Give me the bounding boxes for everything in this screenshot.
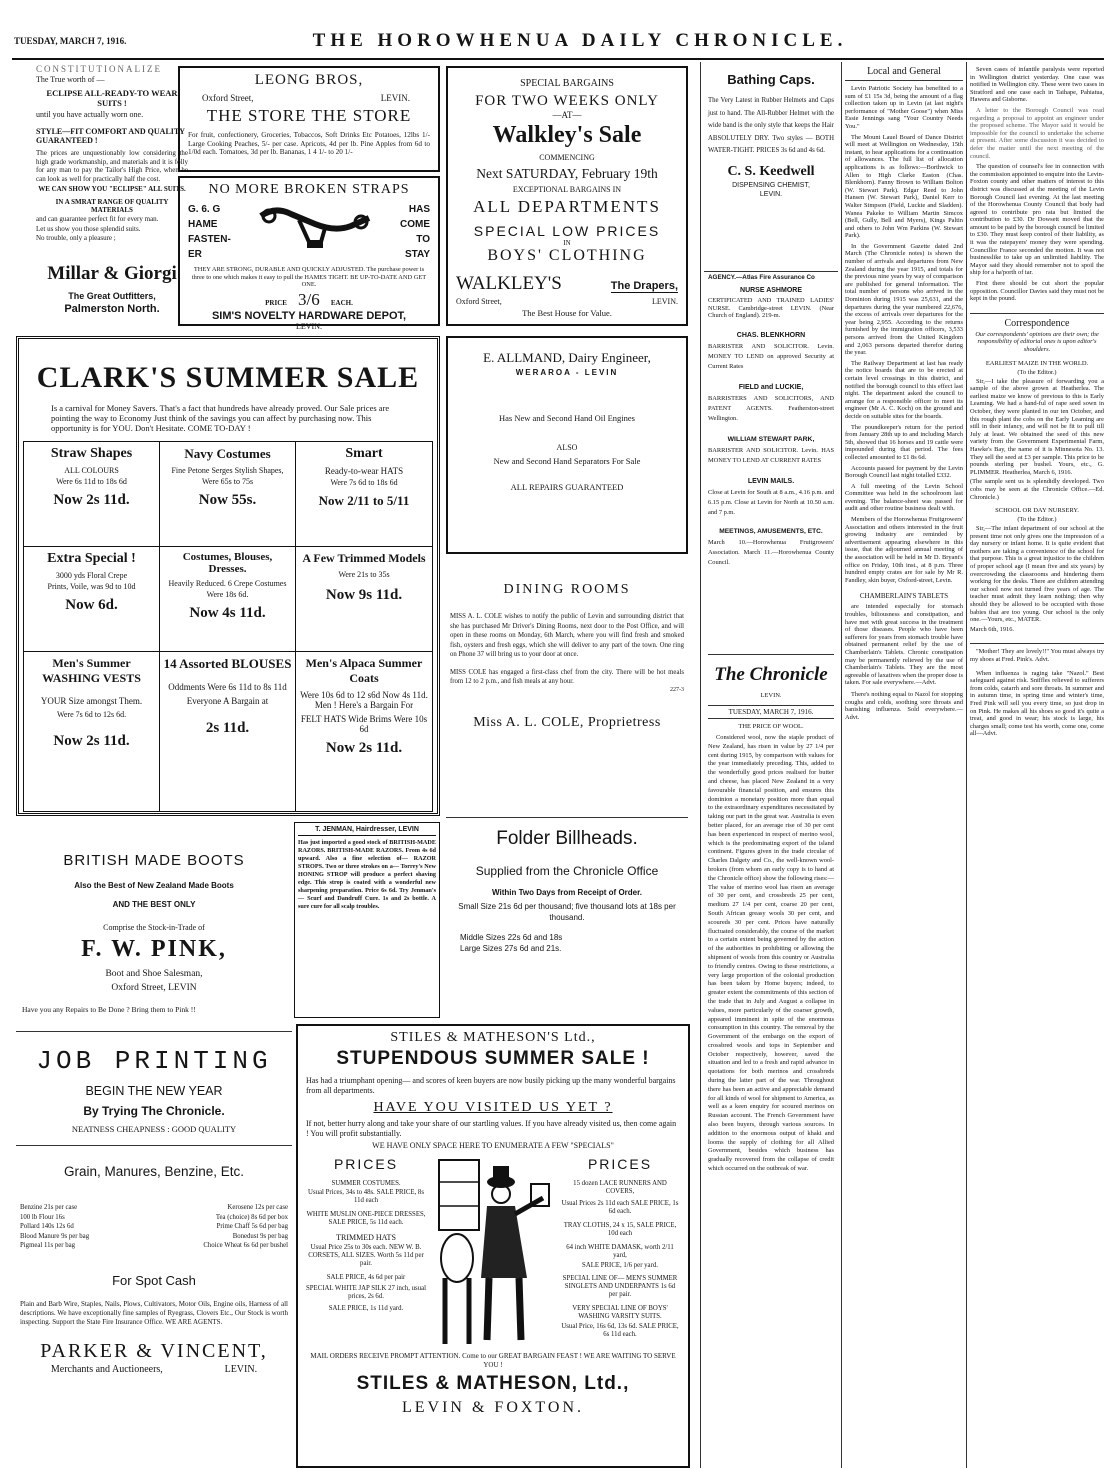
dining-proprietress: Miss A. L. COLE, Proprietress [473, 714, 661, 730]
boots-title: BRITISH MADE BOOTS [63, 852, 245, 869]
straps-price-row [188, 290, 430, 310]
leong-bros-ad [178, 66, 440, 172]
grain-cell: Prime Chaff 5s 6d per bag [216, 1223, 288, 1230]
clark-cell-line: Were 21s to 35s [338, 570, 390, 579]
col6-p4: First there should be cut short the popular opposition. Councillor Davies said they must not be kept in the pound. [970, 280, 1104, 303]
straps-price: 3/6 [298, 289, 320, 309]
clark-cell-line: Fine Petone Serges Stylish Shapes, [171, 466, 284, 475]
jenman-ad [294, 822, 440, 1018]
clark-cell-line: Prints, Voile, was 9d to 10d [47, 582, 136, 591]
straps-right1: HAS [408, 204, 430, 215]
directory-agency: AGENCY.—Atlas Fire Assurance Co [708, 274, 815, 281]
stiles-left-item: SALE PRICE, 1s 11d yard. [328, 1305, 404, 1312]
job-title: JOB PRINTING [36, 1046, 272, 1076]
eclipse-title: ECLIPSE ALL-READY-TO WEAR SUITS ! [46, 88, 178, 108]
local-title: Local and General [845, 66, 963, 81]
clark-cell-line: YOUR Size amongst Them. [40, 696, 143, 706]
clark-cell-extra [24, 547, 160, 652]
stiles-intro: Has had a triumphant opening— and scores of keen buyers are now busily picking up the many wonderful bargains from all departments. [306, 1076, 676, 1095]
chronicle-town: LEVIN. [760, 692, 782, 699]
grain-sub1: Merchants and Auctioneers, [50, 1363, 163, 1375]
clark-cell-line: Were 7s 6d to 18s 6d [330, 478, 398, 487]
clark-cell-trimmed [296, 547, 432, 652]
walkley-exceptional: EXCEPTIONAL BARGAINS IN [512, 185, 622, 194]
leong-body: For fruit, confectionery, Groceries, Tobaccos, Soft Drinks Etc Potatoes, 12lbs 1/- Large Cooking Peaches, 5/- per case. Apricots, 4d per lb. Pine Apples from 6d to 1/0d each. Tomatoes, 3d per lb. Bananas, 1 4 1/- to 20 1/- [188, 131, 430, 156]
clark-cell-vests [24, 652, 160, 812]
walkley-boys: BOYS' CLOTHING [487, 247, 647, 264]
straps-left3: FASTEN- [188, 234, 231, 245]
column-six [970, 66, 1104, 1466]
clark-intro: Is a carnival for Money Savers. That's a fact that hundreds have already proved. Our Sale prices are pointing the way to Economy Just think of the savings you can affect by purchasing now. This opportunity is for YOU. Don't Hesitate. COME TO-DAY ! [51, 403, 390, 433]
stiles-left-col [306, 1156, 426, 1348]
boots-role: Boot and Shoe Salesman, [105, 969, 203, 979]
boots-line3: Comprise the Stock-in-Trade of [103, 923, 205, 932]
allmand-also: ALSO [556, 443, 578, 452]
folder-title: Folder Billheads. [496, 828, 638, 849]
directory-body: Close at Levin for South at 8 a.m., 4.16 p.m. and 6.15 p.m. Close at Levin for North at 10.50 a.m. and 7 p.m. [708, 488, 834, 516]
straps-body: THEY ARE STRONG, DURABLE AND QUICKLY ADJUSTED. The purchase power is three to one which makes it easy to pull the HAMES TIGHT. BE UP-TO-DATE AND GET ONE. [191, 266, 427, 289]
eclipse-line1: The True worth of — [36, 75, 105, 84]
clark-cell-price: Now 6d. [65, 597, 118, 613]
local-p4: The Railway Department at last has ready the notice boards that are to be erected at certain level crossings in this district, and notified the borough council to this effect last night. The department asked the council to arrange for a responsible officer to meet its engineer (Mr A. C. Koch) on the ground and decide on suitable sites for the boards. [845, 359, 963, 420]
chronicle-date: TUESDAY, MARCH 7, 1916. [708, 705, 834, 719]
directory-heading: MEETINGS, AMUSEMENTS, ETC. [719, 527, 823, 535]
straps-right-text [400, 202, 430, 262]
job-line3: NEATNESS CHEAPNESS : GOOD QUALITY [71, 1124, 237, 1134]
folder-line4: Large Sizes 27s 6d and 21s. [460, 944, 562, 953]
straps-shop: SIM'S NOVELTY HARDWARE DEPOT, [211, 309, 407, 322]
stiles-left-item: TRIMMED HATS [336, 1233, 396, 1242]
straps-title: NO MORE BROKEN STRAPS [208, 182, 410, 197]
firm-millar-giorgi: Millar & Giorgi [47, 262, 177, 284]
hame-fastener-illustration [255, 202, 375, 262]
chronicle-body: Considered wool, now the staple product of New Zealand, has risen in value by 27 1/4 per cent during 1915, by comparison with values for the year immediately preceding. This, added to the wonderfully good prices realised for butter and cheese, has placed New Zealand in a very favourable financial position, and ensures this dominion a monetary position more than equal to the extraordinary expenditures necessitated by taking our part in the great war. Australia is even better placed, for an average rise of 30 per cent has been experienced in respect of merino wool, which is the predominating export of the island continent. Figures given in the trade circular of Charles Dalgety and Co., the well-known wool-brokers (from whom an early copy is to hand at the Chronicle office) show the following rises:— The value of merino wool has risen an average of 30 per cent, and crossbreds 25 per cent, medium 27 1/4 per cent, coarse 20 per cent, South African greasy wools 30 per cent, and scoureds 30 per cent. Prices have naturally fluctuated considerably, the course of the market to a certain extent being governed by the action of the authorities in prohibiting or allowing the shipment of wools from this country or Australia to friendly centres. Owing to these restrictions, a very large proportion of the colonial production has been taken by Home buyers; indeed, to greater extent the commitments of this section of the trade that in July and August a collapse in values, more particularly of the coarser growth, appeared imminent in spite of the enormous consumption in this country. The removal by the Government of the embargo on the export of crossbred wools and tops in September and October respectively, however, saved the situation and led to a fresh and rapid advance in quotations for both merinos and crossbreds during the latter part of the war. Throughout there has been an active and appreciable demand for all kinds of wool for shipment to America, as well as a keen enquiry for scoured merinos on Russian account. The French Government have also been buyers, through various sources. In addition to the enormous output of khaki and looms the supply of clothing for all Allied Government, besides which business has gradually recovered from the collapse of credit which occurred on the outbreak of war. [708, 734, 834, 1173]
boots-name: F. W. PINK, [81, 936, 227, 962]
col6-p2: A letter to the Borough Council was read regarding a proposal to appoint an engineer under the proposed scheme. The Mayor said it would be impossible for the council to undertake the scheme at present. After some discussion it was decided to defer the matter until the next meeting of the council. [970, 106, 1104, 160]
straps-left4: ER [188, 249, 202, 260]
grain-row [20, 1222, 288, 1232]
stiles-right-item: TRAY CLOTHS, 24 x 15, SALE PRICE, 10d each [563, 1222, 677, 1237]
local-p5: The poundkeeper's return for the period from January 28th up to and including March 5th, showed that 16 horses and 19 cattle were impounded during that period. The fees collected amounted to £1 8s 6d. [845, 423, 963, 461]
folder-line3: Middle Sizes 22s 6d and 18s [460, 933, 563, 942]
clark-cell-title: Navy Costumes [184, 446, 271, 461]
jenman-title: T. JENMAN, Hairdresser, LEVIN [298, 826, 436, 836]
directory-body: BARRISTER AND SOLICITOR. Levin. HAS MONEY TO LEND AT CURRENT RATES [708, 446, 834, 464]
firm-subtitle: The Great Outfitters, [68, 290, 156, 301]
grain-title: Grain, Manures, Benzine, Etc. [63, 1164, 245, 1179]
bathing-caps-ad [704, 66, 838, 272]
clark-cell-price: Now 4s 11d. [189, 605, 266, 621]
grain-row [20, 1203, 288, 1213]
stiles-right-item: Usual Prices 2s 11d each SALE PRICE, 1s 6d each. [561, 1200, 679, 1215]
leong-street: Oxford Street, [202, 93, 254, 103]
leong-slogan: THE STORE THE STORE [206, 106, 412, 125]
stiles-sale: STUPENDOUS SUMMER SALE ! [336, 1048, 650, 1069]
clark-cell-price: Now 55s. [198, 492, 257, 508]
stiles-line3: WE HAVE ONLY SPACE HERE TO ENUMERATE A FEW "SPECIALS" [372, 1141, 614, 1150]
clark-cell-line: 3000 yds Floral Crepe [55, 571, 128, 580]
dining-code: 227-3 [670, 686, 684, 693]
directory-body: BARRISTER AND SOLICITOR. Levin. MONEY TO LEND on approved Security at Current Rates [708, 342, 834, 370]
straps-right2: COME [400, 219, 430, 230]
straps-right3: TO [416, 234, 430, 245]
letter2-body: Sir,—The infant department of our school at the present time not only gives one the impression of a day nursery or infant home. It is quite evident that mothers are taking a convenience of the school for that purpose. This is a great injustice to the children of proper school age (I mean five and six years) by overcrowding the classrooms and hindering them working for the desks. There are children attending our school now not turned five years of age. The teacher must admit they learn nothing; then why should they be allowed to be occupied with those babies that are too young. Our school is the only one.—Yours, etc., MATER. [970, 525, 1104, 624]
leong-town: LEVIN. [380, 93, 410, 103]
straps-right4: STAY [404, 249, 430, 260]
directory-heading: WILLIAM STEWART PARK, [727, 435, 815, 443]
clark-cell-line: Were 7s 6d to 12s 6d. [56, 710, 127, 719]
bathing-title: Bathing Caps. [727, 72, 815, 87]
dining-body2: MISS COLE has engaged a first-class chef from the city. There will be hot meals from 12 to 2 p.m., and fish meals at any hour. [450, 668, 684, 685]
stiles-right-item: SALE PRICE, 1/6 per yard. [582, 1262, 658, 1269]
stiles-left-item: SPECIAL WHITE JAP SILK 27 inch, usual prices, 2s 6d. [306, 1285, 427, 1300]
stiles-right-col [560, 1156, 680, 1348]
letter2-to-editor: (To the Editor.) [1017, 516, 1057, 524]
allmand-place: WERAROA - LEVIN [515, 368, 619, 377]
eclipse-until: until you have actually worn one. [36, 110, 144, 119]
stiles-towns: LEVIN & FOXTON. [401, 1399, 585, 1416]
clark-cell-price: 2s 11d. [205, 720, 250, 736]
grain-cell: Benzine 21s per case [20, 1204, 78, 1211]
column-rule [966, 62, 967, 1468]
stiles-left-item: SALE PRICE, 4s 6d per pair [326, 1274, 406, 1281]
clark-cell-title: Men's Alpaca Summer Coats [305, 656, 423, 685]
walkley-at: —AT— [552, 110, 582, 120]
clark-cell-costumes [160, 547, 296, 652]
grain-cell: Bonedust 9s per bag [232, 1232, 288, 1240]
letter2-date: March 6th, 1916. [970, 625, 1015, 633]
masthead-rule [12, 58, 1104, 60]
stiles-right-item: SPECIAL LINE OF— MEN'S SUMMER SINGLETS AND UNDERPANTS 1s 6d per pair. [562, 1275, 678, 1298]
stiles-right-item: 64 inch WHITE DAMASK, worth 2/11 yard, [566, 1244, 674, 1259]
allmand-line3: ALL REPAIRS GUARANTEED [510, 482, 624, 492]
grain-manures-ad [16, 1150, 292, 1466]
dining-rooms-ad [446, 556, 688, 818]
allmand-line2: New and Second Hand Separators For Sale [493, 456, 641, 466]
editorial-rule [708, 654, 834, 655]
clark-cell-price: Now 2s 11d. [325, 740, 403, 756]
boots-line1: Also the Best of New Zealand Made Boots [74, 881, 234, 890]
leong-name: LEONG BROS, [254, 72, 364, 88]
stiles-mail: MAIL ORDERS RECEIVE PROMPT ATTENTION. Come to our GREAT BARGAIN FEAST ! WE ARE WAITING TO SERVE YOU ! [310, 1352, 676, 1369]
stiles-visited: HAVE YOU VISITED US YET ? [373, 1100, 613, 1115]
bathing-name: C. S. Keedwell [727, 163, 815, 179]
folder-line2: Small Size 21s 6d per thousand; five thousand lots at 18s per thousand. [458, 902, 676, 922]
directory-heading: CHAS. BLENKHORN [736, 331, 806, 339]
local-p8: Members of the Horowhenua Fruitgrowers' Association and others interested in the fruit growing industry are reminded by advertisement appearing elsewhere in this issue, that the adjourned annual meeting of the association will be held in Mr D. Bryant's office on Friday, 10th inst., at 8 p.m. Three hundred empty crates are for sale by Mr R. Fandley, skin buyer, Oxford-street, Levin. [845, 516, 963, 584]
col6-p1: Seven cases of infantile paralysis were reported in Wellington district yesterday. One case was notified in Wellington city. These were two cases in Stratford and one case each in Taihape, Pahiatua, Hawera and Gisborne. [970, 66, 1104, 104]
walkley-town: LEVIN. [652, 297, 678, 306]
clark-cell-title: Costumes, Blouses, Dresses. [182, 551, 273, 575]
walkley-name: WALKLEY'S [456, 273, 562, 294]
clark-cell-line: Were 18s 6d. [206, 590, 249, 599]
grain-row [20, 1232, 288, 1242]
stiles-matheson-ad [296, 1024, 690, 1468]
directory-heading: LEVIN MAILS. [747, 477, 795, 485]
bathing-body: The Very Latest in Rubber Helmets and Caps just to hand. The All-Rubber Helmet with the wide band is the only style that keeps the Hair ABSOLUTELY DRY. Two styles — BOTH WATER-TIGHT. PRICES 3s 6d and 4s 6d. [708, 97, 834, 154]
grain-cell: Blood Manure 9s per bag [20, 1232, 90, 1240]
directory-body: CERTIFICATED AND TRAINED LADIES' NURSE. Cambridge-street LEVIN. (Near Church of England). 219-m. [708, 297, 834, 320]
local-and-general [845, 66, 963, 1466]
clark-cell-line: ALL COLOURS [64, 466, 119, 475]
clark-cell-title: Men's Summer WASHING VESTS [42, 656, 141, 685]
boots-line2: AND THE BEST ONLY [112, 900, 196, 909]
eclipse-fit: WE CAN SHOW YOU "ECLIPSE" ALL SUITS. [38, 185, 186, 193]
firm-town: Palmerston North. [64, 302, 160, 315]
local-p7: A full meeting of the Levin School Committee was held in the schoolroom last evening. The balance-sheet was passed for audit and other routine business dealt with. [845, 482, 963, 513]
bathing-role: DISPENSING CHEMIST, [732, 181, 810, 189]
masthead-date: TUESDAY, MARCH 7, 1916. [14, 36, 127, 46]
stiles-prices-left: PRICES [333, 1156, 399, 1172]
local-chamberlain: CHAMBERLAIN'S TABLETS [859, 592, 949, 601]
letter1-body: Sir,—I take the pleasure of forwarding you a sample of the above grown at Heatherlea. The earliest maize we know of previous to this is Early Leaming. We had a hand-ful of rape seed sown in October, they were planted in our ten October, and this rough plant the cobs on the Early Leaming are still in their infancy, and will not be fit to pull till July at least. We obtained the seed of this new variety from the Government Experimental Farm, Hawke's Bay, the name of it is Minnesota No. 13. They sell the seed at £3 per sample. This price to be pounds sterling per bushel. Yours, etc., G. PLIMMER. Heatherlea, March 6, 1916. [970, 377, 1104, 476]
boots-ad [16, 824, 292, 1032]
grain-cell: Tea (choice) 8s 6d per box [215, 1213, 288, 1221]
allmand-name: E. ALLMAND, Dairy Engineer, [483, 350, 651, 365]
clark-cell-title: Straw Shapes [50, 446, 133, 461]
shopper-illustration [435, 1158, 551, 1348]
masthead-title: THE HOROWHENUA DAILY CHRONICLE. [312, 30, 848, 51]
column-rule [700, 62, 701, 1468]
broken-straps-ad [178, 176, 440, 331]
clark-cell-line: Everyone A Bargain at [186, 696, 269, 706]
clark-cell-price: Now 2s 11d. [53, 492, 130, 508]
stiles-firm: STILES & MATHESON, Ltd., [356, 1373, 630, 1394]
correspondence-note: Our correspondents' opinions are their own; the responsibility of editorial ones is upon editor's shoulders. [975, 330, 1099, 353]
directory-heading: NURSE ASHMORE [740, 287, 802, 294]
eclipse-heading: CONSTITUTIONALIZE [36, 64, 162, 74]
clark-cell-alpaca [296, 652, 432, 812]
job-line2: By Trying The Chronicle. [83, 1104, 225, 1118]
eclipse-range: IN A SMRAT RANGE OF QUALITY MATERIALS [55, 198, 169, 214]
allmand-ad [446, 336, 688, 554]
walkley-date: Next SATURDAY, February 19th [476, 166, 658, 181]
stiles-left-item: SUMMER COSTUMES. [331, 1180, 401, 1187]
clark-cell-line: Were 65s to 75s [201, 477, 254, 486]
clarks-summer-sale-ad [16, 336, 440, 816]
folder-line1: Within Two Days from Receipt of Order. [491, 888, 643, 897]
directory-heading: FIELD and LUCKIE, [738, 383, 804, 391]
grain-sub2: LEVIN. [224, 1363, 258, 1375]
straps-town: LEVIN. [296, 321, 322, 331]
stiles-right-item: Usual Price, 16s 6d, 13s 6d. SALE PRICE, 6s 11d each. [561, 1323, 679, 1338]
stiles-right-item: VERY SPECIAL LINE OF BOYS' WASHING VARSITY SUITS. [572, 1305, 668, 1320]
walkley-commencing: COMMENCING [539, 153, 595, 162]
walkley-in: IN [563, 239, 571, 247]
grain-cell: Kerosene 12s per case [227, 1204, 288, 1211]
bathing-town: LEVIN. [759, 190, 783, 198]
clark-title: CLARK'S SUMMER SALE [36, 361, 420, 394]
grain-row [20, 1213, 288, 1223]
jenman-body: Has just imported a good stock of BRITISH-MADE RAZORS. BRITISH-MADE RAZORS. From 4s 6d upward. Also a fine selection of— RAZOR STROPS. Two or three strokes on a— Torrey's New HONING STROP will produce a perfect shaving edge. This strop is coated with a wonderful new sharpening preparation. Price 6s 6d. Try Jenman's— Scurf and Dandruff Cure. 1s and 2s bottle. A sure cure for all scalp troubles. [298, 839, 436, 910]
walkley-weeks: FOR TWO WEEKS ONLY [475, 93, 659, 109]
straps-left2: HAME [188, 219, 218, 230]
walkley-drapers: The Drapers, [610, 280, 678, 292]
clark-cell-line: Ready-to-wear HATS [324, 466, 404, 476]
column-rule [841, 62, 842, 1468]
folder-billheads-ad [446, 822, 688, 1022]
clark-cell-title: 14 Assorted BLOUSES [163, 656, 292, 671]
grain-cell: Pigmeal 11s per bag [20, 1242, 76, 1249]
clark-cell-price: Now 2s 11d. [53, 733, 130, 749]
walkley-sale-title: Walkley's Sale [492, 122, 642, 148]
grain-cell: Pollard 140s 12s 6d [20, 1223, 74, 1230]
eclipse-body: The prices are unquestionably low considering the high grade workmanship, and materials and it is folly for any man to pay the Tailor's High Price, when he can look as well for practically half the cost. [36, 149, 188, 183]
walkley-depts: ALL DEPARTMENTS [473, 197, 661, 216]
clark-cell-title: Smart [345, 446, 383, 461]
col6-flu: When influenza is raging take "Nazol." Best safeguard against risk. Sniffles relieved to sufferers from colds, catarrh and sore throats. In summer and in autumn time, in spring time and winter's time, Fred Pink will sell you every time, so just drop in on Pink. He makes all his shoes so good it's quite a treat, and good in wear; his stock is large, his charges small; come test his worth, come one, come all—Advt. [970, 669, 1104, 738]
local-p3: In the Government Gazette dated 2nd March (The Chronicle notes) is shown the number of arrivals and departures from New Zealand during the year 1915, and totals for the previous nine years by way of comparison are published for general information. The total number of persons who arrived in the Dominion during 1915 was 25,631, and the departures during the year numbered 22,676, the excess of arrivals over departures for the year being 2,955. According to the returns furnished by the immigration officers, 3,533 persons arrived from the United Kingdom and 2,063 persons departed therefor during the year. [845, 242, 963, 357]
clark-cell-smart [296, 442, 432, 547]
local-p6: Accounts passed for payment by the Levin Borough Council last night totalled £332. [845, 464, 963, 480]
grain-cell: 100 lb Flour 16s [20, 1213, 65, 1221]
job-line1: BEGIN THE NEW YEAR [85, 1084, 223, 1098]
grain-body: Plain and Barb Wire, Staples, Nails, Plows, Cultivators, Motor Oils, Engine oils, Harness of all descriptions. We have exceptionally fine samples of Ryegrass, Clovers Etc., Our Stock is worth inspecting. Support the State Fire Insurance Office. WE ARE AGENTS. [20, 1299, 288, 1327]
eclipse-trouble: No trouble, only a pleasure ; [36, 234, 116, 242]
directory-body: BARRISTERS AND SOLICITORS, AND PATENT AGENTS. Featherston-street Wellington. [708, 394, 834, 422]
grain-cell: Choice Wheat 6s 6d per bushel [203, 1242, 288, 1249]
job-printing-ad [16, 1034, 292, 1146]
letter2-title: SCHOOL OR DAY NURSERY. [995, 507, 1079, 515]
directory-body: March 10.—Horowhenua Fruitgrowers' Association. March 11.—Horowhenua County Council. [708, 538, 834, 566]
stiles-left-item: Usual Price 25s to 30s each. NEW W. B. CORSETS, ALL SIZES. Worth 5s 11d per pair. [308, 1244, 424, 1267]
stiles-left-item: WHITE MUSLIN ONE-PIECE DRESSES, SALE PRICE, 5s 11d each. [306, 1211, 426, 1226]
walkley-low: SPECIAL LOW PRICES [473, 223, 661, 239]
walkley-special: SPECIAL BARGAINS [520, 78, 614, 89]
chronicle-leader: THE PRICE OF WOOL. [738, 723, 804, 730]
grain-firm: PARKER & VINCENT, [40, 1339, 268, 1362]
straps-each: EACH. [330, 298, 353, 307]
directory-column [704, 274, 838, 654]
stiles-right-item: 15 dozen LACE RUNNERS AND COVERS, [573, 1180, 667, 1195]
letter1-note: (The sample sent us is splendidly developed. Two cobs may be seen at the Chronicle Office.—Ed. Chronicle.) [970, 478, 1104, 501]
clark-cell-title: A Few Trimmed Models [302, 551, 426, 565]
chronicle-editorial [704, 654, 838, 1466]
stiles-prices-right: PRICES [587, 1156, 653, 1172]
clark-cell-price: Now 9s 11d. [325, 587, 403, 603]
clark-cell-navy [160, 442, 296, 547]
masthead [0, 0, 1114, 62]
walkleys-sale-ad [446, 66, 688, 326]
dining-title: DINING ROOMS [503, 582, 631, 597]
straps-left-text [188, 202, 231, 262]
local-p2: The Mount Lauel Board of Dance District will meet at Wellington on Wednesday, 15th instant, to hear applications for a continuation of allowances. The full list of allocation applications is as follows:—Borthwick to Allen to High Clarke Easton (Chas. Blenkhorn). Fanny Brown to William Bolton (W. Stewart Park). Edgar Reed to John Hansen (W. Stewart Park), Daniel Kerr to Walter Simpson (Field, Luckie and Sladden). Wanea Pakeke to William Martin Simcox (Bell, Gully, Bell and Myers), Kings Paltin and others to John Wm Parkins (W. Stewart Park). [845, 133, 963, 240]
clark-cell-line: Oddments Were 6s 11d to 8s 11d [168, 682, 287, 692]
grain-row [20, 1241, 288, 1251]
folder-sub: Supplied from the Chronicle Office [475, 864, 659, 878]
stiles-left-item: Usual Prices, 34s to 48s. SALE PRICE, 8s 11d each [308, 1189, 424, 1204]
clark-cell-line: FELT HATS Wide Brims Were 10s 6d [300, 714, 428, 734]
correspondence-title: Correspondence [970, 313, 1104, 329]
stiles-line2: If not, better hurry along and take your share of our startling values. If you have already visited us, then come again ! You will profit substantially. [306, 1119, 677, 1138]
letter1-title: EARLIEST MAIZE IN THE WORLD. [985, 359, 1089, 367]
chronicle-title: The Chronicle [714, 664, 828, 685]
dining-body: MISS A. L. COLE wishes to notify the public of Levin and surrounding district that she has purchased Mr Driver's Dining Rooms, next door to the Post Office, and will open in these rooms on Monday, 6th March, where you will find fresh and smoked fish, oysters and fresh eggs, which she will deliver to any part of the town. One ring on Phone 37 will bring us to your door at once. [450, 613, 684, 658]
grain-spot: For Spot Cash [112, 1272, 196, 1288]
eclipse-call: Let us show you those splendid suits. [36, 224, 141, 233]
walkley-best: The Best House for Value. [522, 308, 612, 318]
letter1-to-editor: (To the Editor.) [1017, 368, 1057, 376]
clark-cell-title: Extra Special ! [47, 551, 136, 566]
eclipse-guar: and can guarantee perfect fit for every man. [36, 215, 159, 223]
col6-mother: "Mother! They are lovely!!" You must always try my shoes at Fred. Pink's. Advt. [970, 643, 1104, 663]
straps-left1: G. 6. G [188, 204, 221, 215]
straps-price-label: PRICE [265, 298, 287, 307]
col6-p3: The question of counsel's fee in connection with the commission appointed to enquire into the Levin-Foxton county and other matters of interest to this district was discussed at the meeting of the Levin Borough Council last evening. At the last meeting of the Horowhenua County Council that body had agreed to contribute pro rata but limited the contribution to £30. Dr Dowsett moved that the amount to be paid by the borough council be limited to £30. They must keep control of their liability, as it was the ratepayers' money they were spending. Councillor France seconded the motion. It was not businesslike to take up an unlimited liability. The Mayor said they should remember not to spoil the ship for a ha'porth of tar. [970, 163, 1104, 277]
clark-cell-line: Were 6s 11d to 18s 6d [56, 477, 127, 486]
clark-cell-line: Were 10s 6d to 12 s6d Now 4s 11d. Men ! Here's a Bargain For [300, 690, 428, 710]
allmand-line1: Has New and Second Hand Oil Engines [499, 413, 635, 423]
clark-cell-straw [24, 442, 160, 547]
boots-street: Oxford Street, LEVIN [111, 983, 197, 993]
eclipse-style: STYLE—FIT COMFORT AND QUALITY GUARANTEED ! [36, 127, 185, 145]
clark-cell-blouses [160, 652, 296, 812]
clark-cell-line: Heavily Reduced. 6 Crepe Costumes [168, 579, 287, 588]
walkley-street: Oxford Street, [456, 297, 502, 306]
boots-repairs: Have you any Repairs to Be Done ? Bring them to Pink !! [22, 1005, 196, 1014]
local-p10: There's nothing equal to Nazol for stopping coughs and colds, soothing sore throats and banishing influenza. Sold everywhere.—Advt. [845, 690, 963, 721]
local-p9: are intended especially for stomach troubles, biliousness and constipation, and have met with great success in the treatment of those diseases. People who have been sufferers for years from stomach trouble have obtained permanent relief by the use of Chamberlain's Tablets. Chronic constipation may be permanently relieved by the use of Chamberlain's Tablets. They are the most agreeable of laxatives when the proper dose is taken. For sale everywhere.—Advt. [845, 603, 964, 687]
stiles-title: STILES & MATHESON'S Ltd., [390, 1030, 596, 1045]
grain-price-table [20, 1203, 288, 1251]
local-p1: Levin Patriotic Society has benefited to a sum of £1 15s 3d, being the amount of a flag collection taken up in Levin (at last night's performance of "Mother Goose") when Miss Essie Jennings sang "Your Country Needs You." [845, 85, 963, 130]
clark-cell-price: Now 2/11 to 5/11 [318, 493, 410, 508]
clark-grid [23, 441, 433, 812]
